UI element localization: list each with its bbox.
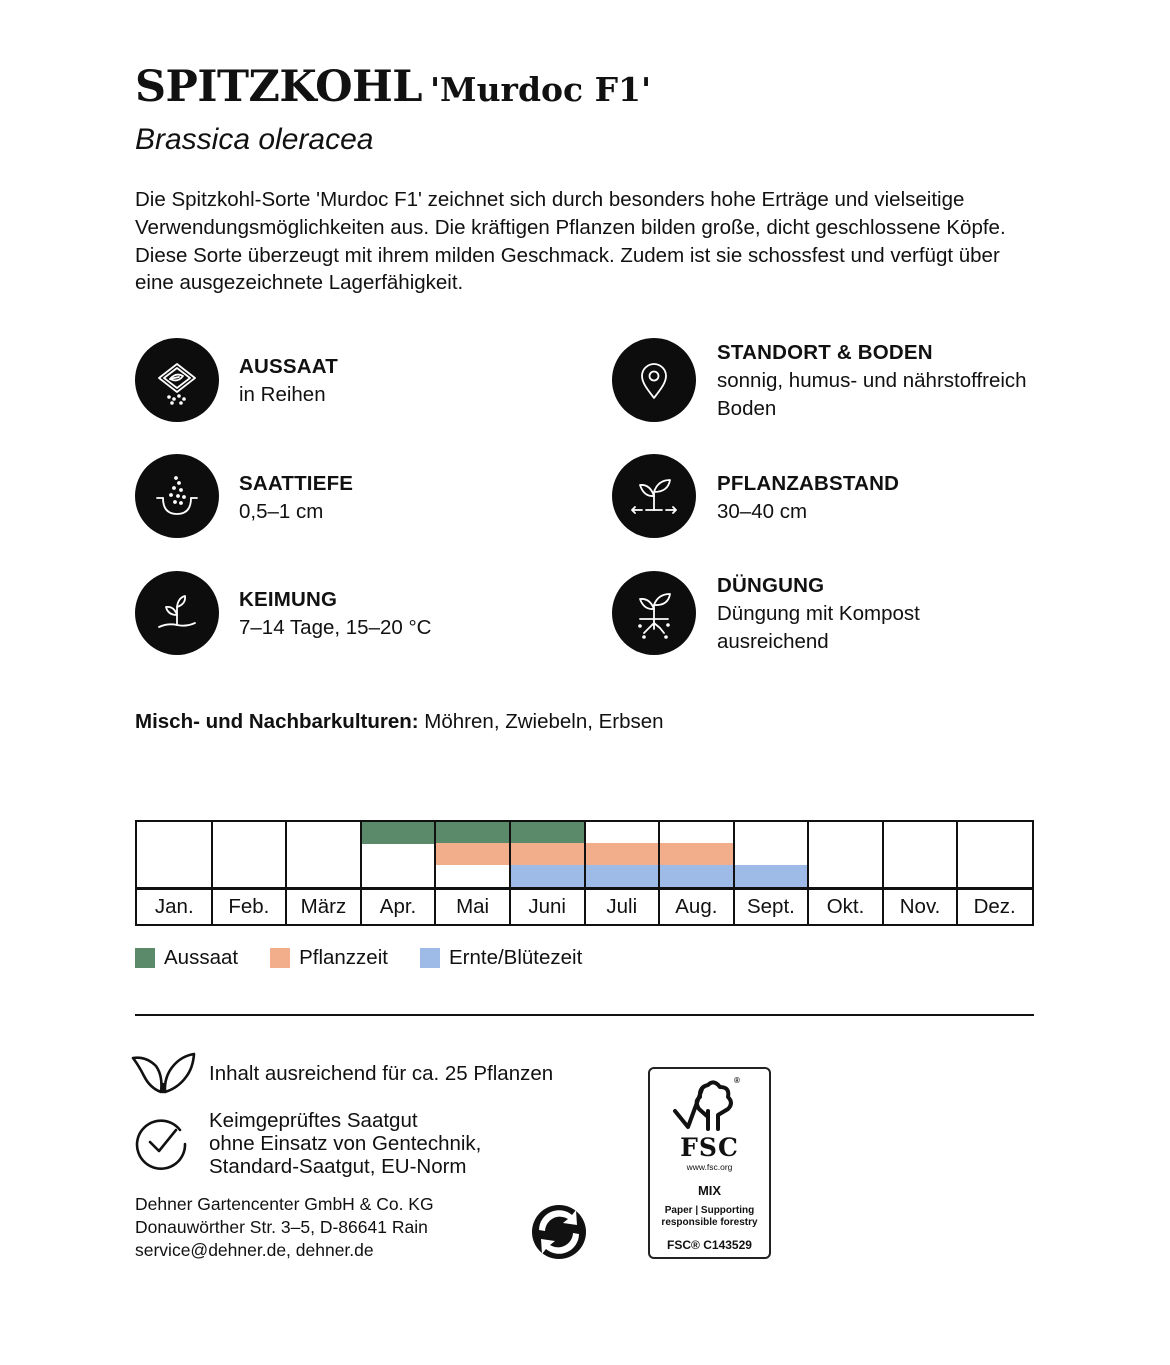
month-label: Dez. <box>973 895 1016 918</box>
fsc-paper-text: Paper | Supporting responsible forestry <box>661 1205 758 1228</box>
companion-crops <box>135 708 664 736</box>
calendar-gridline <box>733 822 735 924</box>
feature-standort <box>717 339 1027 423</box>
calendar-gridline <box>434 822 436 924</box>
fsc-url: www.fsc.org <box>686 1162 733 1172</box>
month-label: Aug. <box>675 895 718 918</box>
plant-spacing-icon <box>612 454 696 538</box>
quality-info: Keimgeprüftes Saatgut ohne Einsatz von Gentechnik, Standard-Saatgut, EU-Norm <box>209 1109 482 1178</box>
fsc-mix: MIX <box>697 1183 722 1198</box>
month-label: Feb. <box>228 895 270 918</box>
product-title <box>135 62 652 112</box>
feature-saattiefe <box>239 470 353 526</box>
feature-keimung <box>239 586 431 642</box>
calendar-bar-ernte-blütezeit <box>734 865 809 887</box>
calendar-gridline <box>360 822 362 924</box>
planting-calendar <box>135 820 1034 926</box>
fsc-label <box>648 1067 771 1259</box>
sowing-depth-icon <box>135 454 219 538</box>
calendar-gridline <box>584 822 586 924</box>
legend-item-pflanzzeit <box>270 946 388 970</box>
calendar-gridline <box>211 822 213 924</box>
feature-value: sonnig, humus- und nährstoffreich Boden <box>717 369 1027 420</box>
legend-label: Ernte/Blütezeit <box>448 946 583 969</box>
recycling-green-dot-icon <box>530 1203 588 1261</box>
feature-label: PFLANZABSTAND <box>717 472 900 495</box>
legend-swatch <box>135 948 155 968</box>
fsc-registered-mark: ® <box>734 1076 740 1085</box>
latin-name: Brassica oleracea <box>135 123 374 156</box>
feature-value: 0,5–1 cm <box>239 500 324 523</box>
feature-pflanzabstand <box>717 470 899 526</box>
legend-item-ernte <box>420 946 582 970</box>
legend-item-aussaat <box>135 946 238 970</box>
legend-swatch <box>420 948 440 968</box>
month-label: Sept. <box>746 895 795 918</box>
feature-value: 7–14 Tage, 15–20 °C <box>239 616 432 639</box>
feature-label: SAATTIEFE <box>239 472 354 495</box>
month-label: Juni <box>528 895 566 918</box>
calendar-gridline <box>882 822 884 924</box>
month-label: März <box>300 895 347 918</box>
month-label: Jan. <box>154 895 194 918</box>
feature-aussaat <box>239 353 338 409</box>
legend-label: Aussaat <box>164 946 239 969</box>
calendar-gridline <box>807 822 809 924</box>
calendar-bar-aussaat <box>435 822 510 844</box>
month-label: Nov. <box>899 895 941 918</box>
calendar-legend <box>135 946 614 970</box>
feature-label: AUSSAAT <box>239 355 338 378</box>
calendar-gridline <box>956 822 958 924</box>
feature-label: DÜNGUNG <box>717 574 825 597</box>
calendar-bar-ernte-blütezeit <box>585 865 660 887</box>
month-label: Mai <box>456 895 490 918</box>
section-divider <box>135 1014 1034 1016</box>
checkmark-circle-icon <box>134 1114 190 1170</box>
legend-label: Pflanzzeit <box>299 946 388 969</box>
product-description: Die Spitzkohl-Sorte 'Murdoc F1' zeichnet sich durch besonders hohe Erträge und vielseitige Verwendungsmöglichkeiten aus. Die kräftigen Pflanzen bilden große, dicht geschlossene Köpfe. Diese Sorte überzeugt mit ihrem milden Geschmack. Zudem ist sie schossfest und verfügt über eine ausgezeichnete Lagerfähigkeit. <box>135 188 1006 295</box>
seedling-icon <box>135 571 219 655</box>
calendar-bar-aussaat <box>361 822 436 844</box>
feature-value: Düngung mit Kompost ausreichend <box>717 602 920 653</box>
feature-value: in Reihen <box>239 383 326 406</box>
calendar-bar-pflanzzeit <box>659 843 734 865</box>
product-name: SPITZKOHL <box>135 62 422 112</box>
calendar-bar-pflanzzeit <box>585 843 660 865</box>
calendar-bar-aussaat <box>510 822 585 844</box>
seed-packet-icon <box>135 338 219 422</box>
month-label: Juli <box>606 895 638 918</box>
calendar-gridline <box>509 822 511 924</box>
calendar-bar-pflanzzeit <box>510 843 585 865</box>
fsc-brand: FSC <box>680 1133 739 1162</box>
calendar-bar-pflanzzeit <box>435 843 510 865</box>
companion-value: Möhren, Zwiebeln, Erbsen <box>418 710 664 733</box>
leaves-icon <box>130 1046 196 1096</box>
location-pin-icon <box>612 338 696 422</box>
feature-label: STANDORT & BODEN <box>717 341 933 364</box>
calendar-bar-ernte-blütezeit <box>510 865 585 887</box>
month-label: Apr. <box>379 895 417 918</box>
legend-swatch <box>270 948 290 968</box>
calendar-gridline <box>658 822 660 924</box>
calendar-bar-ernte-blütezeit <box>659 865 734 887</box>
contents-info: Inhalt ausreichend für ca. 25 Pflanzen <box>209 1062 554 1085</box>
calendar-gridline <box>285 822 287 924</box>
feature-label: KEIMUNG <box>239 588 338 611</box>
companion-label: Misch- und Nachbarkulturen: <box>135 710 419 733</box>
feature-duengung <box>717 572 920 656</box>
plant-roots-icon <box>612 571 696 655</box>
product-variety: 'Murdoc F1' <box>429 70 652 109</box>
fsc-tree-icon <box>650 1069 773 1139</box>
fsc-code: FSC® C143529 <box>667 1238 752 1252</box>
month-label: Okt. <box>826 895 865 918</box>
company-address: Dehner Gartencenter GmbH & Co. KG Donauwörther Str. 3–5, D-86641 Rain service@dehner.de, dehner.de <box>135 1194 434 1260</box>
feature-value: 30–40 cm <box>717 500 808 523</box>
